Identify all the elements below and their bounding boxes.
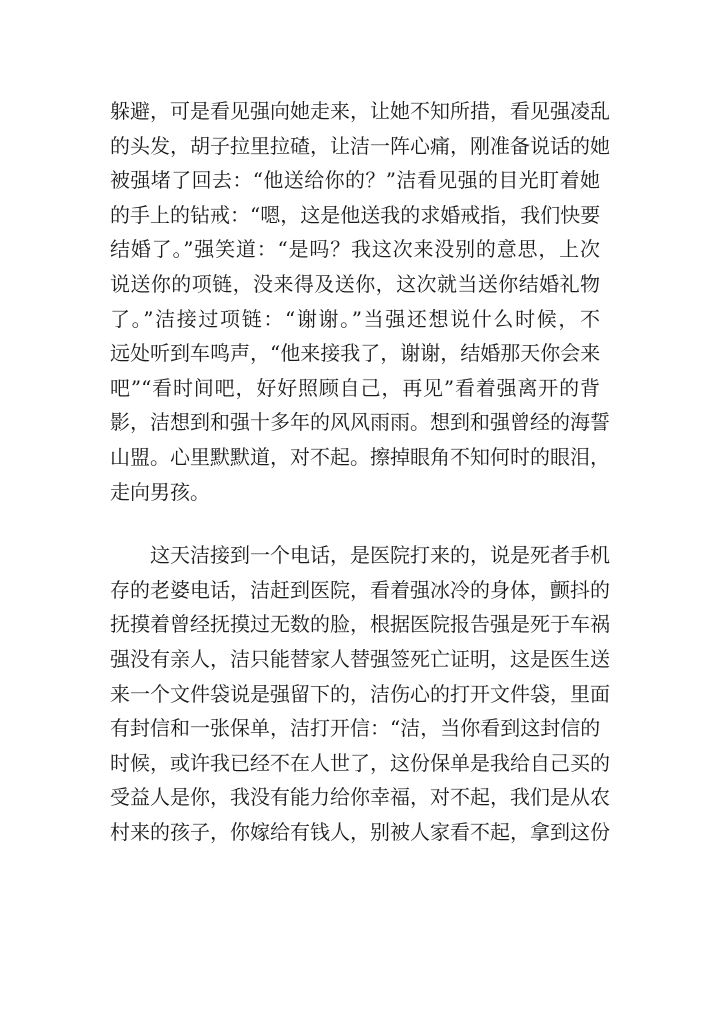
text-line: 存的老婆电话，洁赶到医院，看着强冰冷的身体，颤抖的 xyxy=(110,577,610,602)
text-line: 的手上的钻戒：“嗯，这是他送我的求婚戒指，我们快要 xyxy=(110,202,601,227)
text-line: 远处听到车鸣声，“他来接我了，谢谢，结婚那天你会来 xyxy=(110,341,601,366)
paragraph-1 xyxy=(110,94,610,509)
text-line: 时候，或许我已经不在人世了，这份保单是我给自己买的 xyxy=(110,750,610,775)
text-line: 吧”“看时间吧，好好照顾自己，再见”看着强离开的背 xyxy=(110,375,600,400)
text-line: 结婚了。”强笑道：“是吗？我这次来没别的意思，上次 xyxy=(110,237,600,262)
text-line: 有封信和一张保单，洁打开信：“洁，当你看到这封信的 xyxy=(110,716,601,741)
text-line: 村来的孩子，你嫁给有钱人，别被人家看不起，拿到这份 xyxy=(110,819,610,844)
paragraph-2 xyxy=(110,538,610,849)
text-line: 影，洁想到和强十多年的风风雨雨。想到和强曾经的海誓 xyxy=(110,410,610,435)
text-line: 强没有亲人，洁只能替家人替强签死亡证明，这是医生送 xyxy=(110,646,610,671)
text-line: 抚摸着曾经抚摸过无数的脸，根据医院报告强是死于车祸 xyxy=(110,612,610,637)
text-line: 山盟。心里默默道，对不起。擦掉眼角不知何时的眼泪， xyxy=(110,444,610,469)
text-line: 说送你的项链，没来得及送你，这次就当送你结婚礼物 xyxy=(110,271,600,296)
text-line: 受益人是你，我没有能力给你幸福，对不起，我们是从农 xyxy=(110,785,610,810)
paragraph-spacer xyxy=(110,509,600,538)
document-page xyxy=(110,94,610,849)
text-line: 来一个文件袋说是强留下的，洁伤心的打开文件袋，里面 xyxy=(110,681,610,706)
text-line: 躲避，可是看见强向她走来，让她不知所措，看见强凌乱 xyxy=(110,99,610,123)
text-line: 走向男孩。 xyxy=(110,479,210,504)
text-line: 被强堵了回去：“他送给你的？”洁看见强的目光盯着她 xyxy=(110,168,600,193)
text-line: 这天洁接到一个电话，是医院打来的，说是死者手机 xyxy=(150,543,610,568)
text-line: 的头发，胡子拉里拉碴，让洁一阵心痛，刚准备说话的她 xyxy=(110,133,610,158)
text-line: 了。”洁接过项链：“谢谢。”当强还想说什么时候，不 xyxy=(110,306,600,331)
